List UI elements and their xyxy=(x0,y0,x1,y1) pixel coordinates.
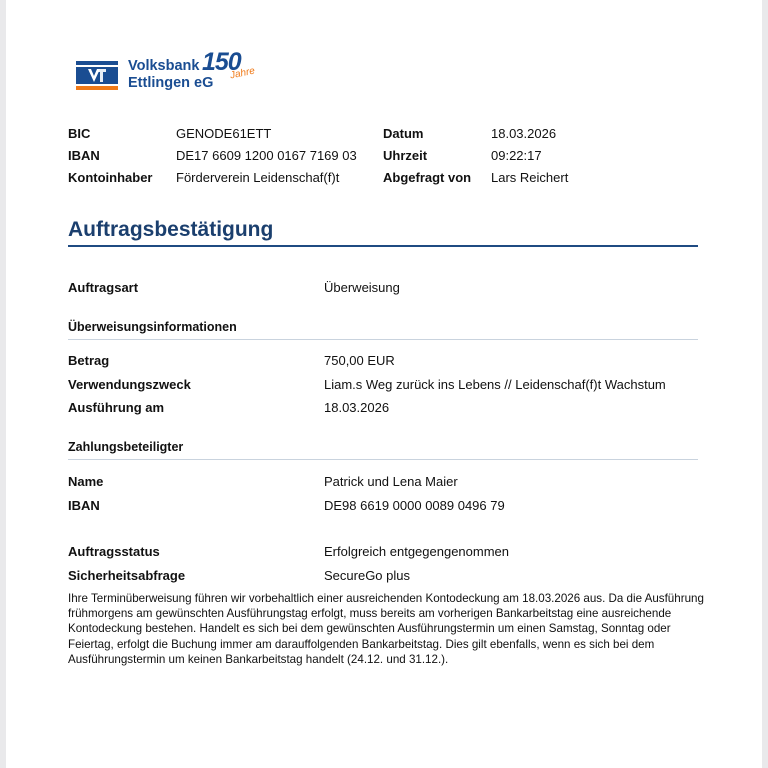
queried-by-value: Lars Reichert xyxy=(491,170,569,185)
payee-name-label: Name xyxy=(68,474,104,489)
volksbank-logo-icon xyxy=(76,61,118,90)
time-value: 09:22:17 xyxy=(491,148,542,163)
page-title: Auftragsbestätigung xyxy=(68,218,274,241)
date-value: 18.03.2026 xyxy=(491,126,557,141)
order-type-section xyxy=(68,280,698,304)
security-label: Sicherheitsabfrage xyxy=(68,567,186,583)
transfer-info-heading: Überweisungsinformationen xyxy=(68,320,698,340)
security-row xyxy=(68,568,698,592)
document-page xyxy=(6,0,762,768)
transfer-info-section xyxy=(68,353,698,424)
time-label: Uhrzeit xyxy=(383,148,428,163)
purpose-row xyxy=(68,377,698,401)
payee-heading: Zahlungsbeteiligter xyxy=(68,440,698,460)
bic-value: GENODE61ETT xyxy=(176,126,272,141)
payee-iban-row xyxy=(68,498,698,522)
bank-name-line2: Ettlingen eG xyxy=(128,75,214,91)
meta-row xyxy=(68,126,628,148)
execution-row xyxy=(68,400,698,424)
bank-name-line1: Volksbank xyxy=(128,58,200,74)
bank-logo xyxy=(70,48,280,98)
payee-iban-value: DE98 6619 0000 0089 0496 79 xyxy=(324,497,505,513)
order-type-row xyxy=(68,280,698,304)
amount-label: Betrag xyxy=(68,353,110,368)
payee-name-row xyxy=(68,474,698,498)
date-label: Datum xyxy=(383,126,424,141)
status-value: Erfolgreich entgegengenommen xyxy=(324,544,510,559)
execution-label: Ausführung am xyxy=(68,400,165,415)
account-meta xyxy=(68,126,628,192)
bic-label: BIC xyxy=(68,126,91,141)
title-divider xyxy=(68,245,698,247)
execution-value: 18.03.2026 xyxy=(324,400,390,415)
meta-row xyxy=(68,170,628,192)
holder-label: Kontoinhaber xyxy=(68,170,153,185)
anniversary-number: 150 xyxy=(202,48,241,76)
status-section xyxy=(68,544,698,591)
meta-row xyxy=(68,148,628,170)
purpose-label: Verwendungszweck xyxy=(68,376,191,392)
amount-row xyxy=(68,353,698,377)
payee-name-value: Patrick und Lena Maier xyxy=(324,474,458,489)
anniversary-word: Jahre xyxy=(229,65,256,82)
security-value: SecureGo plus xyxy=(324,567,410,583)
iban-value: DE17 6609 1200 0167 7169 03 xyxy=(176,148,357,163)
queried-by-label: Abgefragt von xyxy=(383,170,472,185)
holder-value: Förderverein Leidenschaf(f)t xyxy=(176,170,340,185)
order-type-value: Überweisung xyxy=(324,280,400,295)
iban-label: IBAN xyxy=(68,148,100,163)
order-type-label: Auftragsart xyxy=(68,280,139,295)
payee-iban-label: IBAN xyxy=(68,497,100,513)
purpose-value: Liam.s Weg zurück ins Lebens // Leidenschaf(f)t Wachstum xyxy=(324,376,666,392)
amount-value: 750,00 EUR xyxy=(324,353,395,368)
status-row xyxy=(68,544,698,568)
status-label: Auftragsstatus xyxy=(68,544,160,559)
payee-section xyxy=(68,474,698,521)
bank-name xyxy=(128,58,213,92)
footnote-text: Ihre Terminüberweisung führen wir vorbehaltlich einer ausreichenden Kontodeckung am 18.03.2026 aus. Da die Ausführung frühmorgens am gewünschten Ausführungstag erfolgt, muss bereits am vorherigen Bankarbeitstag eine ausreichende Kontodeckung bestehen. Handelt es sich bei dem gewünschten Ausführungstermin um einen Samstag, Sonntag oder Feiertag, erfolgt die Buchung immer am darauffolgenden Bankarbeitstag. Dies gilt ebenfalls, wenn es sich bei dem Ausführungstermin um keinen Bankarbeitstag handelt (24.12. und 31.12.). xyxy=(68,592,704,666)
